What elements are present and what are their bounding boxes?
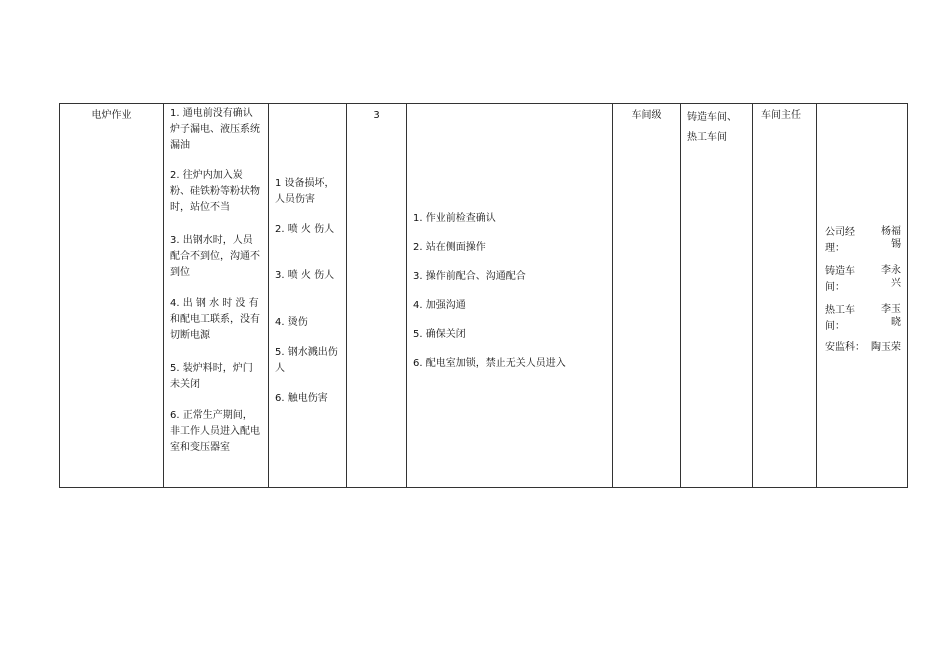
consequence-item: 4. 烫伤 — [275, 317, 308, 328]
signature-name: 陶玉荣 — [871, 342, 901, 353]
consequence-item: 3. 喷 火 伤人 — [275, 270, 335, 281]
signature-name: 杨福锡 — [881, 226, 901, 250]
consequence-item: 1 设备损坏，人员伤害 — [275, 178, 335, 205]
signature-entry — [825, 340, 901, 356]
consequence-item: 2. 喷 火 伤人 — [275, 224, 335, 235]
measure-item: 3. 操作前配合、沟通配合 — [413, 271, 526, 282]
risk-level-cell — [347, 104, 407, 487]
control-level: 车间级 — [631, 110, 662, 121]
hazard-item: 5. 装炉料时，炉门未关闭 — [170, 363, 253, 390]
signature-name: 李玉晓 — [881, 304, 901, 328]
hazard-item: 6. 正常生产期间，非工作人员进入配电室和变压器室 — [170, 410, 260, 453]
responsible-person: 车间主任 — [761, 110, 801, 121]
consequence-item: 5. 钢水溅出伤人 — [275, 347, 338, 374]
responsible-unit-line: 热工车间 — [687, 132, 727, 143]
measure-item: 5. 确保关闭 — [413, 329, 466, 340]
hazards-cell — [164, 104, 269, 487]
risk-level: 3 — [373, 110, 380, 121]
consequence-item: 6. 触电伤害 — [275, 393, 328, 404]
hazard-item: 1. 通电前没有确认炉子漏电、液压系统漏油 — [170, 108, 260, 151]
hazard-item: 3. 出钢水时，人员配合不到位，沟通不到位 — [170, 235, 260, 278]
measure-item: 6. 配电室加锁，禁止无关人员进入 — [413, 358, 566, 369]
responsible-person-cell — [753, 104, 817, 487]
signatures-cell — [817, 104, 909, 487]
measure-item: 2. 站在侧面操作 — [413, 242, 486, 253]
measures-cell — [407, 104, 613, 487]
measure-item: 4. 加强沟通 — [413, 300, 466, 311]
responsible-unit-line: 铸造车间、 — [687, 112, 737, 123]
hazard-item: 2. 往炉内加入炭粉、硅铁粉等粉状物时，站位不当 — [170, 170, 260, 213]
signature-name: 李永兴 — [881, 265, 901, 289]
measure-item: 1. 作业前检查确认 — [413, 213, 496, 224]
hazard-item: 4. 出 钢 水 时 没 有和配电工联系，没有切断电源 — [170, 298, 260, 341]
signature-label: 铸造车间： — [825, 266, 855, 293]
risk-table — [59, 103, 908, 488]
operation-name: 电炉作业 — [91, 110, 132, 121]
responsible-unit — [687, 108, 748, 148]
signature-entry — [825, 303, 901, 335]
responsible-unit-cell — [681, 104, 753, 487]
consequences-cell — [269, 104, 347, 487]
signature-label: 安监科： — [825, 342, 865, 353]
signature-label: 公司经理： — [825, 227, 855, 254]
control-level-cell — [613, 104, 681, 487]
operation-cell — [60, 104, 164, 487]
signature-entry — [825, 264, 901, 296]
signature-label: 热工车间： — [825, 305, 855, 332]
signature-entry — [825, 225, 901, 257]
